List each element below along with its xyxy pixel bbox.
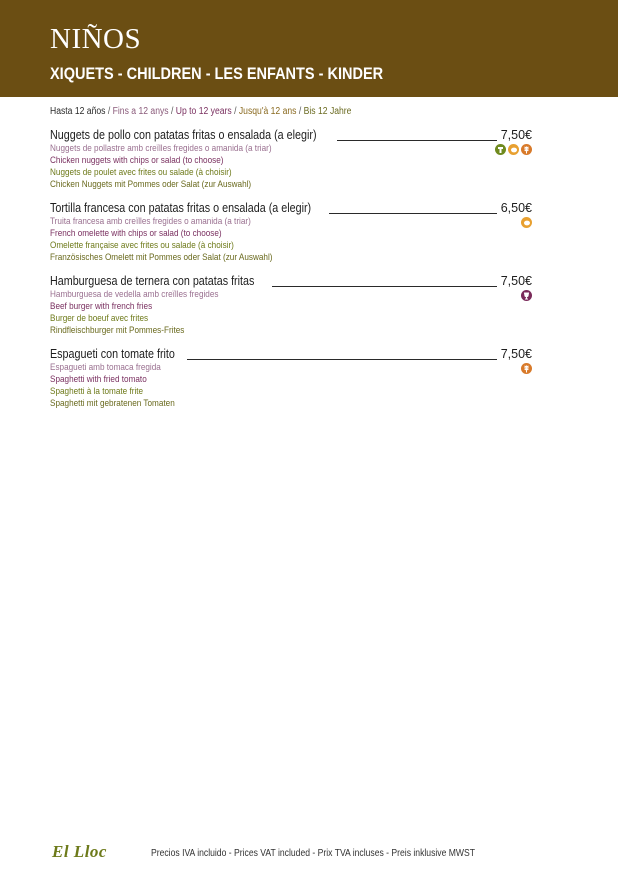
age-note-separator: / (231, 106, 239, 117)
dish-name-ca: Truita francesa amb creïlles fregides o amanida (a triar) (50, 216, 251, 227)
allergen-icons (495, 144, 532, 155)
age-note-separator: / (296, 106, 304, 117)
dish-name-en: Chicken nuggets with chips or salad (to choose) (50, 155, 224, 166)
dish-name-ca: Hamburguesa de vedella amb creïlles fregides (50, 289, 219, 300)
dish-name-fr: Burger de boeuf avec frites (50, 313, 149, 324)
egg-allergen-icon (508, 144, 519, 155)
allergen-icons (521, 290, 532, 301)
dot-leader (329, 213, 497, 214)
gluten-allergen-icon (521, 144, 532, 155)
sulphites-allergen-icon (521, 290, 532, 301)
menu-item (50, 128, 532, 191)
allergen-icons (521, 217, 532, 228)
dish-name-de: Rindfleischburger mit Pommes-Frites (50, 325, 185, 336)
dish-name-ca: Nuggets de pollastre amb creïlles fregides o amanida (a triar) (50, 143, 272, 154)
age-note-fr: Jusqu'à 12 ans (238, 106, 297, 117)
menu-item (50, 201, 532, 264)
page-title: NIÑOS (50, 23, 142, 55)
vat-note: Precios IVA incluido - Prices VAT included - Prix TVA incluses - Preis inklusive MWST (151, 848, 476, 859)
age-note (50, 106, 351, 117)
dish-name-fr: Omelette française avec frites ou salade (à choisir) (50, 240, 234, 251)
dish-name-fr: Spaghetti à la tomate frite (50, 386, 144, 397)
dot-leader (337, 140, 497, 141)
dish-name: Hamburguesa de ternera con patatas fritas (50, 274, 255, 288)
dish-name-ca: Espagueti amb tomaca fregida (50, 362, 161, 373)
dish-name-fr: Nuggets de poulet avec frites ou salade (à choisir) (50, 167, 232, 178)
age-note-de: Bis 12 Jahre (303, 106, 352, 117)
restaurant-logo: El Lloc (52, 842, 107, 861)
age-note-en: Up to 12 years (175, 106, 232, 117)
dish-name: Nuggets de pollo con patatas fritas o ensalada (a elegir) (50, 128, 317, 142)
dish-price: 7,50€ (500, 274, 532, 288)
dish-name-en: Spaghetti with fried tomato (50, 374, 147, 385)
dish-name-de: Chicken Nuggets mit Pommes oder Salat (zur Auswahl) (50, 179, 252, 190)
age-note-separator: / (105, 106, 113, 117)
egg-allergen-icon (521, 217, 532, 228)
menu-item (50, 347, 532, 410)
dot-leader (187, 359, 497, 360)
dish-name: Tortilla francesa con patatas fritas o ensalada (a elegir) (50, 201, 312, 215)
menu-item (50, 274, 532, 337)
gluten-allergen-icon (521, 363, 532, 374)
dish-name-de: Spaghetti mit gebratenen Tomaten (50, 398, 175, 409)
age-note-es: Hasta 12 años (50, 106, 106, 117)
dot-leader (272, 286, 497, 287)
age-note-separator: / (168, 106, 176, 117)
dish-name-en: French omelette with chips or salad (to choose) (50, 228, 222, 239)
age-note-ca: Fins a 12 anys (112, 106, 169, 117)
header-banner (0, 0, 618, 97)
page-subtitle: XIQUETS - CHILDREN - LES ENFANTS - KINDER (50, 65, 384, 83)
dish-name-de: Französisches Omelett mit Pommes oder Salat (zur Auswahl) (50, 252, 273, 263)
allergen-icons (521, 363, 532, 374)
dish-price: 7,50€ (500, 347, 532, 361)
dish-name: Espagueti con tomate frito (50, 347, 175, 361)
dish-name-en: Beef burger with french fries (50, 301, 153, 312)
dish-price: 7,50€ (500, 128, 532, 142)
dish-price: 6,50€ (500, 201, 532, 215)
mustard-allergen-icon (495, 144, 506, 155)
